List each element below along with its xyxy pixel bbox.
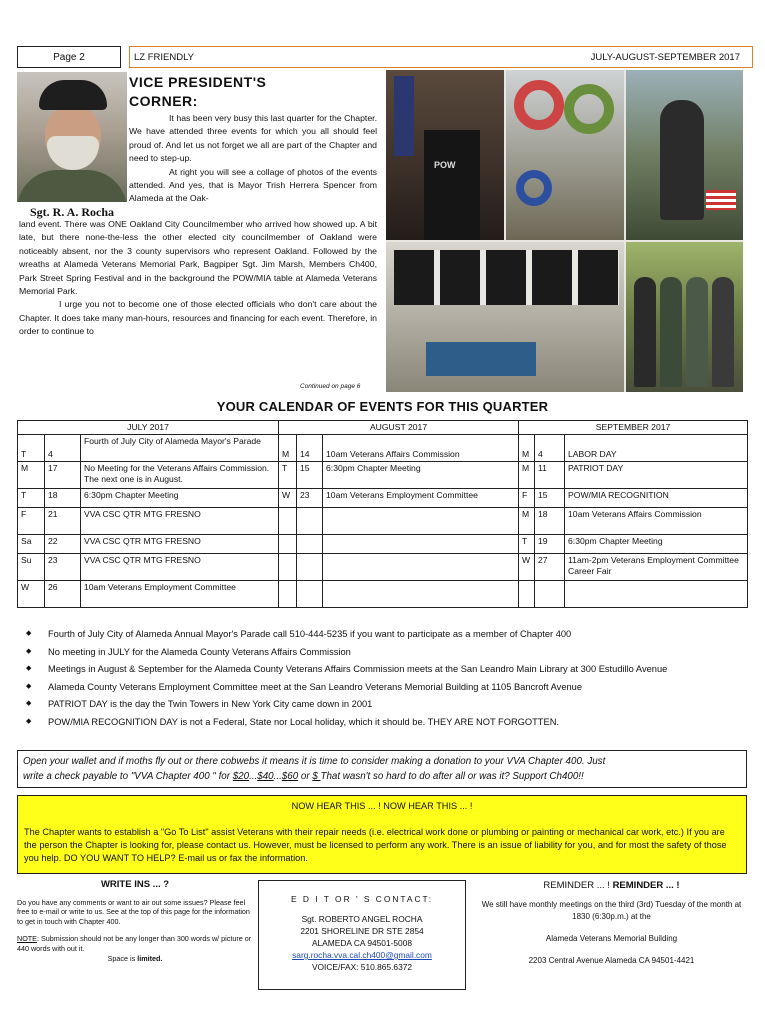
list-item: ◆ POW/MIA RECOGNITION DAY is not a Federal, State nor Local holiday, which it should be. THEY ARE NOT FORGOTTEN. (26, 716, 746, 729)
calendar-row: Sa 22 VVA CSC QTR MTG FRESNO T 19 6:30pm Chapter Meeting (18, 535, 748, 554)
editor-street: 2201 SHORELINE DR STE 2854 (300, 926, 424, 936)
now-hear-this-box (17, 795, 747, 874)
event-notes-list (26, 628, 746, 733)
month-header-september: SEPTEMBER 2017 (519, 421, 748, 435)
editor-contact-heading: E D I T OR ' S CONTACT: (290, 894, 434, 904)
meeting-address: 2203 Central Avenue Alameda CA 94501-4421 (528, 956, 695, 965)
events-calendar (17, 420, 748, 608)
calendar-row: F 21 VVA CSC QTR MTG FRESNO M 18 10am Veterans Affairs Commission (18, 508, 748, 535)
pow-mia-label: POW (434, 160, 456, 170)
meeting-place: Alameda Veterans Memorial Building (545, 934, 678, 943)
list-item: ◆ Alameda County Veterans Employment Committee meet at the San Leandro Veterans Memorial Building at 1105 Bancroft Avenue (26, 681, 746, 694)
calendar-row: T 18 6:30pm Chapter Meeting W 23 10am Veterans Employment Committee F 15 POW/MIA RECOGNITION (18, 489, 748, 508)
now-hear-this-heading: NOW HEAR THIS ... ! NOW HEAR THIS ... ! (291, 801, 473, 811)
list-item: ◆ PATRIOT DAY is the day the Twin Towers in New York City came down in 2001 (26, 698, 746, 711)
list-item: ◆ No meeting in JULY for the Alameda County Veterans Affairs Commission (26, 646, 746, 659)
editor-phone: VOICE/FAX: 510.865.6372 (311, 962, 413, 972)
donation-box: Open your wallet and if moths fly out or there cobwebs it means it is time to consider making a donation to your VVA Chapter 400. Just write a check payable to "VVA Chapter 400 " for $20...$40...$60 or $ That wasn't so hard to do after all or was it? Support Ch400!! (17, 750, 747, 788)
list-item: ◆ Fourth of July City of Alameda Annual Mayor's Parade call 510-444-5235 if you want to participate as a member of Chapter 400 (26, 628, 746, 641)
page-number: Page 2 (17, 46, 121, 68)
photo-wreaths (506, 70, 624, 240)
photo-bagpiper (626, 70, 743, 240)
write-ins-section: WRITE INS ... ? Do you have any comments or want to air out some issues? Please feel free to e-mail or write to us. See at the top of this page for the information to get in touch with Chapter 400. NOTE: Submission should not be any longer than 300 words w/ picture or 440 words with out it. Space is limited. (17, 879, 252, 963)
editor-name: Sgt. ROBERTO ANGEL ROCHA (301, 914, 423, 924)
write-ins-heading: WRITE INS ... ? (100, 879, 170, 890)
editor-contact-box (258, 880, 466, 990)
month-header-july: JULY 2017 (18, 421, 279, 435)
event-photo-collage (386, 70, 743, 392)
photo-pow-mia-table (386, 242, 624, 392)
reminder-heading: REMINDER ... ! REMINDER ... ! (543, 880, 680, 891)
newsletter-header (129, 46, 753, 68)
reminder-section: REMINDER ... ! REMINDER ... ! We still have monthly meetings on the third (3rd) Tuesday of the month at 1830 (6:30p.m.) at the Alameda Veterans Memorial Building 2203 Central Avenue Alameda CA 94501-4421 (474, 880, 749, 967)
photo-chapter-members (626, 242, 743, 392)
submission-note: NOTE: Submission should not be any longer than 300 words w/ picture or 440 words with out it. (17, 934, 252, 953)
calendar-row: T 4 Fourth of July City of Alameda Mayor's Parade M 14 10am Veterans Affairs Commission M 4 LABOR DAY (18, 435, 748, 462)
issue-date: JULY-AUGUST-SEPTEMBER 2017 (590, 51, 740, 63)
continued-note: Continued on page 6 (300, 383, 361, 390)
editor-city: ALAMEDA CA 94501-5008 (311, 938, 413, 948)
calendar-title: YOUR CALENDAR OF EVENTS FOR THIS QUARTER (216, 399, 549, 414)
vp-corner-title: VICE PRESIDENT'S CORNER: (129, 74, 267, 109)
editor-email-link[interactable]: sarg.rocha.vva.cal.ch400@gmail.com (292, 950, 432, 960)
list-item: ◆ Meetings in August & September for the Alameda County Veterans Affairs Commission meets at the San Leandro Main Library at 300 Estudillo Avenue (26, 663, 746, 676)
portrait-photo (17, 72, 127, 202)
month-header-august: AUGUST 2017 (279, 421, 519, 435)
now-hear-this-body: The Chapter wants to establish a "Go To List" assist Veterans with their repair needs (i.e. electrical work done or plumbing or painting or mechanical car work, etc.) If you are the person the Chapter is looking for, please contact us. However, must be licensed to perform any work. There is an issue of liability for you, and for most the safety of those you help. DO YOU WANT TO HELP? E-mail us or fax the information. (24, 827, 727, 863)
photo-mayor-podium (386, 70, 504, 240)
calendar-row: W 26 10am Veterans Employment Committee (18, 581, 748, 608)
calendar-row: Su 23 VVA CSC QTR MTG FRESNO W 27 11am-2pm Veterans Employment Committee Career Fair (18, 554, 748, 581)
vp-article-top: It has been very busy this last quarter for the Chapter. We have attended three events for which you all should feel proud of. And let us not forget we all are part of the Chapter and need to step-up. At right you will see a collage of photos of the events attended. And yes, that is Mayor Trish Herrera Spencer from Alameda at the Oak- (129, 113, 377, 204)
newsletter-title: LZ FRIENDLY (134, 51, 195, 63)
portrait-caption: Sgt. R. A. Rocha (29, 205, 114, 219)
vp-article-bottom: land event. There was ONE Oakland City Councilmember who arrived how showed up. A bit late, but there none-the-less the other elected city councilmember of Oakland were noticeably absent, nor the 3 county supervisors who represent Oakland. Followed by the wreaths at Alameda Veterans Memorial Park, Bagpiper Sgt. Jim Marsh, Members Ch400, Park Street Spring Festival and in the background the POW/MIA table at Alameda Veterans Memorial Park. I urge you not to become one of those elected officials who don't care about the Chapter. It does take many man-hours, resources and financing for each event. Therefore, in order to continue to (19, 219, 377, 337)
calendar-row: M 17 No Meeting for the Veterans Affairs Commission. The next one is in August. T 15 6:30pm Chapter Meeting M 11 PATRIOT DAY (18, 462, 748, 489)
